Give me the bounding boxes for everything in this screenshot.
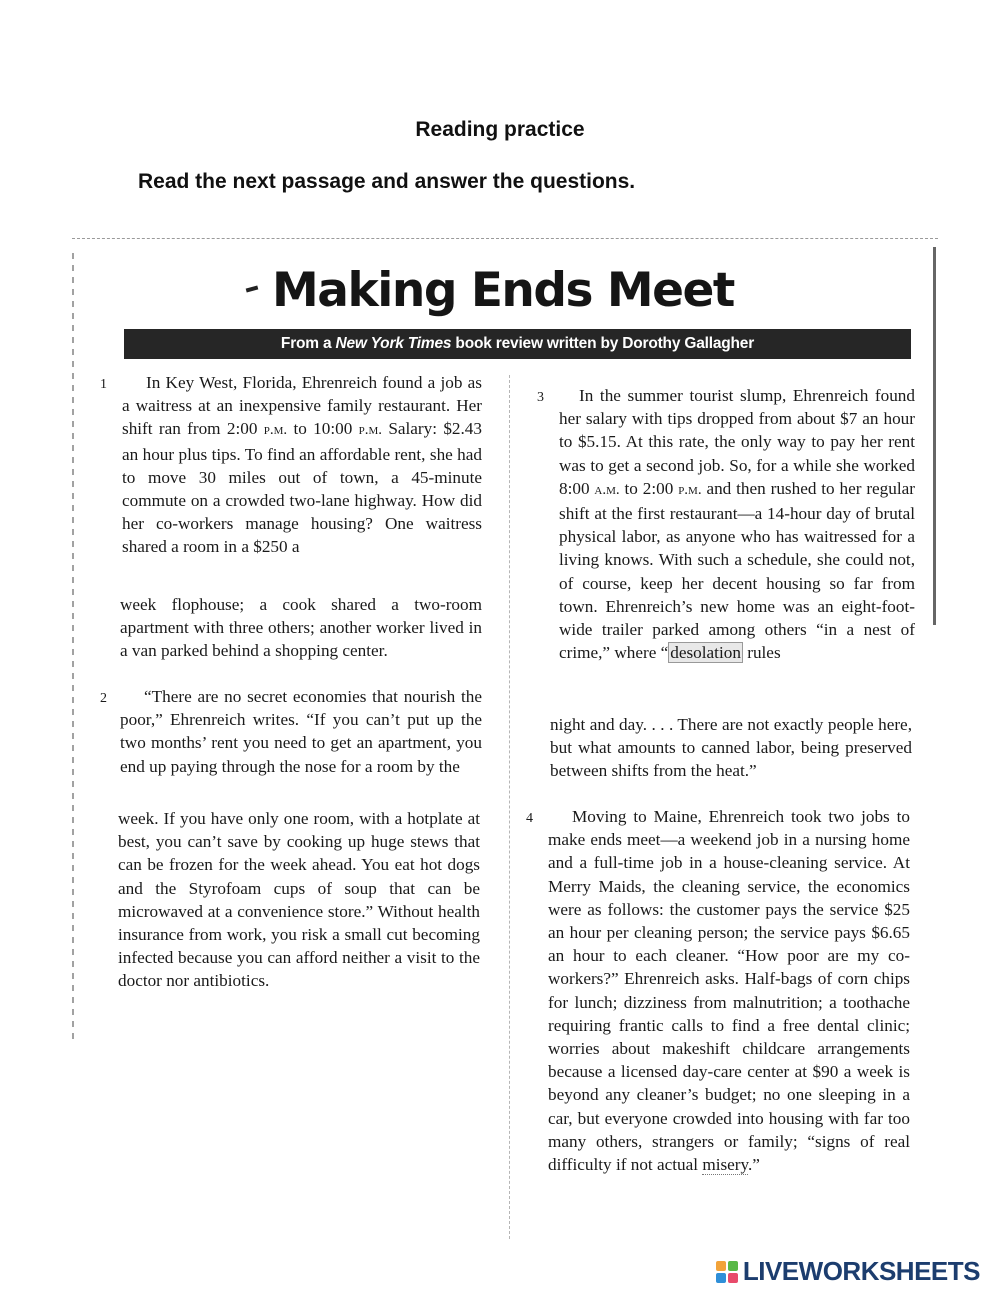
page-heading: Reading practice xyxy=(415,118,585,141)
brand-name: LIVEWORKSHEETS xyxy=(742,1256,980,1286)
paragraph-3-text-d: rules xyxy=(742,643,781,663)
byline-suffix: book review written by Dorothy Gallagher xyxy=(451,335,755,352)
liveworksheets-brand[interactable] xyxy=(716,1256,980,1287)
vocabulary-word-desolation[interactable]: desolation xyxy=(670,643,741,663)
article-byline xyxy=(124,329,911,359)
logo-square-1 xyxy=(716,1261,726,1271)
instructions-text: Read the next passage and answer the questions. xyxy=(138,170,636,193)
paragraph-3-text-a: In the summer tourist slump, Ehrenreich found her salary with tips dropped from about $7 an hour to $5.15. At this rate, the only way to pay her rent was to get a second job. So, for a while she worked 8:00 xyxy=(559,386,915,498)
paragraph-3-text-e: night and day. . . . There are not exactly people here, but what amounts to canned labor, being preserved between shifts from the heat.” xyxy=(550,715,912,781)
paragraph-2-text-b: week. If you have only one room, with a hotplate at best, you can’t save by cooking up huge stews that can be frozen for the week ahead. You eat hot dogs and the Styrofoam cups of soup that can be microwaved at a convenience store.” Without health insurance from work, you risk a small cut becoming infected because you can afford neither a visit to the doctor nor antibiotics. xyxy=(118,809,480,991)
title-dash-mark xyxy=(246,286,259,293)
scanned-article xyxy=(72,238,938,1244)
paragraph-3-am: a.m. xyxy=(594,481,620,498)
paragraph-1-pm-2: p.m. xyxy=(358,422,383,439)
paragraph-1-pm-1: p.m. xyxy=(263,422,288,439)
paragraph-number-3: 3 xyxy=(537,390,544,405)
byline-source: New York Times xyxy=(335,335,452,352)
paragraph-1-text-d: week flophouse; a cook shared a two-room apartment with three others; another worker lived in a van parked behind a shopping center. xyxy=(120,595,482,661)
logo-square-4 xyxy=(728,1273,738,1283)
scan-edge-left xyxy=(72,253,74,1043)
paragraph-3 xyxy=(537,384,915,664)
vocabulary-word-misery[interactable]: misery xyxy=(702,1155,748,1175)
paragraph-2-text-a: “There are no secret economies that nourish the poor,” Ehrenreich writes. “If you can’t put up the two months’ rent you need to get an apartment, you end up paying through the nose for a room by the xyxy=(120,687,482,776)
paragraph-1-text-c: Salary: $2.43 an hour plus tips. To find an affordable rent, she had to move 30 miles out of town, a 45-minute commute on a crowded two-lane highway. How did her co-workers manage housing? One waitress shared a room in a $250 a xyxy=(122,419,482,557)
article-title: Making Ends Meet xyxy=(272,263,734,318)
paragraph-1-text-a: In Key West, Florida, Ehrenreich found a job as a waitress at an inexpensive family restaurant. Her shift ran from 2:00 xyxy=(122,373,482,439)
paragraph-1 xyxy=(100,371,482,559)
paragraph-4-text-a: Moving to Maine, Ehrenreich took two jobs to make ends meet—a weekend job in a nursing home and a full-time job in a house-cleaning service. At Merry Maids, the cleaning service, the economics were as follows: the customer pays the service $25 an hour per cleaning person; the service pays $6.65 an hour to each cleaner. “How poor are my co-workers?” Ehrenreich asks. Half-bags of corn chips for lunch; dizziness from malnutrition; a toothache requiring frantic calls to find a free dental clinic; worries about makeshift childcare arrangements because a licensed day-care center at $90 a week is beyond any cleaner’s budget; no one sleeping in a car, but everyone crowded into housing with far too many others, strangers or family; “signs of real difficulty if not actual xyxy=(548,807,910,1175)
paragraph-3-text-b: to 2:00 xyxy=(619,478,679,498)
column-rule xyxy=(509,375,510,1239)
paragraph-4-text-b: .” xyxy=(748,1155,760,1175)
paragraph-2 xyxy=(100,685,482,778)
paragraph-number-4: 4 xyxy=(526,811,533,826)
logo-square-3 xyxy=(716,1273,726,1283)
paragraph-2-continued xyxy=(118,807,480,993)
paragraph-number-1: 1 xyxy=(100,377,107,392)
logo-square-2 xyxy=(728,1261,738,1271)
paragraph-4 xyxy=(526,805,910,1176)
byline-prefix: From a xyxy=(280,335,336,352)
paragraph-1-continued xyxy=(120,593,482,663)
paragraph-3-continued xyxy=(550,713,912,783)
scan-edge-right xyxy=(933,247,936,625)
liveworksheets-logo-icon xyxy=(716,1261,738,1283)
paragraph-3-text-c: and then rushed to her regular shift at the first restaurant—a 14-hour day of brutal physical labor, as anyone who has waitressed for a living knows. With such a schedule, she could not, of course, keep her decent housing so far from town. Ehrenreich’s new home was an eight-foot-wide trailer parked among others “in a nest of crime,” where “ xyxy=(559,478,915,663)
paragraph-1-text-b: to 10:00 xyxy=(287,419,359,439)
paragraph-number-2: 2 xyxy=(100,691,107,706)
paragraph-3-pm: p.m. xyxy=(678,481,702,498)
